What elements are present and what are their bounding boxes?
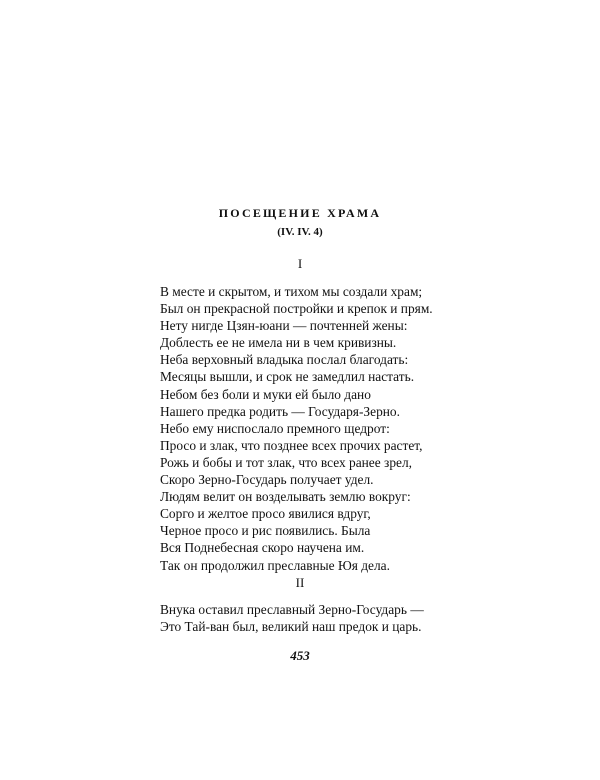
poem-line: Неба верховный владыка послал благодать: (160, 352, 409, 368)
poem-line: Просо и злак, что позднее всех прочих растет, (160, 437, 423, 453)
section-numeral: I (297, 256, 303, 271)
poem-line: Нету нигде Цзян-юани — почтенней жены: (160, 318, 408, 334)
section-numeral: II (295, 575, 305, 590)
poem-line: Это Тай-ван был, великий наш предок и царь. (160, 619, 422, 635)
stanza-2 (160, 601, 424, 635)
poem-line: Вся Поднебесная скоро научена им. (160, 540, 365, 556)
poem-line: Внука оставил преславный Зерно-Государь — (160, 602, 424, 617)
poem-line: В месте и скрытом, и тихом мы создали храм; (160, 284, 423, 299)
poem-title: ПОСЕЩЕНИЕ ХРАМА (218, 206, 382, 220)
poem-line: Так он продолжил преславные Юя дела. (160, 557, 390, 573)
poem-line: Доблесть ее не имела ни в чем кривизны. (160, 335, 397, 351)
poem-line: Черное просо и рис появились. Была (160, 523, 371, 539)
poem-line: Рожь и бобы и тот злак, что всех ранее зрел, (160, 454, 412, 470)
poem-reference: (IV. IV. 4) (277, 226, 323, 238)
poem-line: Сорго и желтое просо явилися вдруг, (160, 506, 371, 522)
poem-line: Нашего предка родить — Государя-Зерно. (160, 403, 400, 419)
poem-line: Небом без боли и муки ей было дано (160, 386, 371, 402)
poem-line: Небо ему ниспослало премного щедрот: (160, 420, 390, 436)
poem-line: Был он прекрасной постройки и крепок и прям. (160, 301, 433, 317)
poem-line: Людям велит он возделывать землю вокруг: (160, 489, 411, 505)
page-number: 453 (290, 648, 310, 663)
poem-line: Месяцы вышли, и срок не замедлил настать. (160, 369, 415, 385)
poem-line: Скоро Зерно-Государь получает удел. (160, 472, 374, 488)
stanza-1 (160, 283, 433, 574)
